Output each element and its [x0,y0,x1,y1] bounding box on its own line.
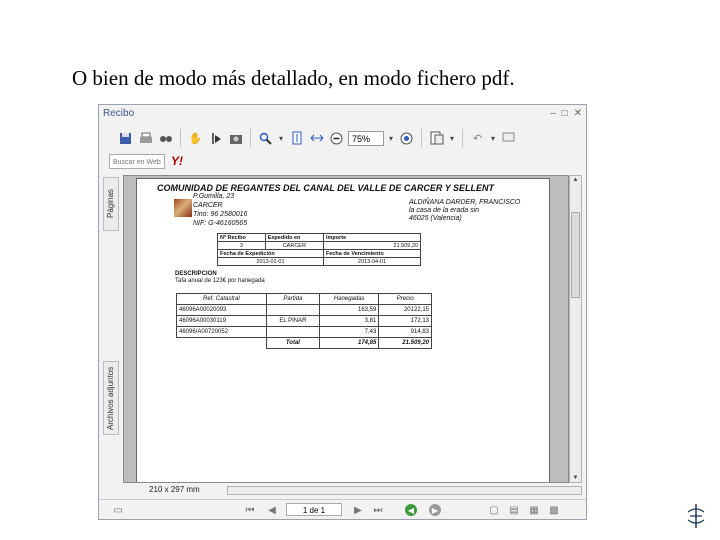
horizontal-scroll-row [123,485,582,496]
footer-logo-icon [684,502,708,530]
layout-dropdown-icon[interactable]: ▾ [449,133,454,143]
save-icon[interactable] [117,130,134,147]
snapshot-icon[interactable] [227,130,244,147]
description-text: Tafa anual de 123€ por hanegada [175,278,265,284]
side-panel [103,175,121,497]
previous-page-icon[interactable]: ◀ [268,504,276,516]
zoom-select-icon[interactable]: ▾ [388,133,393,143]
navigation-bar [99,499,586,520]
close-button[interactable]: ✕ [573,108,582,119]
doc-address: P.Gumilla, 23 CARCER Tino: 96 2580016 NIF: G-46160565 [193,193,248,227]
description-label: DESCRIPCION [175,271,217,277]
print-icon[interactable] [137,130,154,147]
pdf-viewer-window [98,104,587,520]
table-row: 46096A00020093 163,59 20122,15 [177,305,432,316]
zoom-dropdown-icon[interactable]: ▾ [278,133,283,143]
total-row: Total 174,85 21.509,20 [177,338,432,349]
scroll-down-icon[interactable]: ▼ [572,475,579,481]
window-title: Recibo [103,108,135,119]
zoom-input[interactable]: 75% [348,131,384,146]
search-toolbar [99,151,586,173]
page-layout-icon[interactable] [428,130,445,147]
last-page-icon[interactable]: ⏭ [373,504,383,516]
zoom-tool-icon[interactable] [257,130,274,147]
rotate-dropdown-icon[interactable]: ▾ [490,133,495,143]
scroll-up-icon[interactable]: ▲ [572,177,579,183]
continuous-view-icon[interactable]: ▤ [509,504,519,516]
minimize-button[interactable]: – [550,108,556,119]
scroll-thumb[interactable] [571,212,580,298]
doc-title: COMUNIDAD DE REGANTES DEL CANAL DEL VALLE DE CARCER Y SELLENT [157,183,495,193]
facing-view-icon[interactable]: ▦ [529,504,539,516]
title-bar [99,105,586,125]
select-text-icon[interactable] [207,130,224,147]
find-icon[interactable] [157,130,174,147]
comment-icon[interactable] [500,130,517,147]
first-page-icon[interactable]: ⏮ [245,504,255,516]
tab-attachments[interactable]: Archivos adjuntos [103,361,119,435]
go-forward-icon[interactable]: ▶ [429,504,441,516]
page-size-label: 210 x 297 mm [149,485,200,494]
receipt-table: Nº Recibo Expedido en Importe 3 CARCER 21.509,20 Fecha de Expedición Fecha de Vencimiento 2013-01-01 2013-04-01 [217,233,421,266]
main-toolbar [99,125,586,151]
maximize-button[interactable]: □ [561,108,568,119]
web-search-input[interactable]: Buscar en Web [109,154,165,169]
document-canvas [123,175,569,483]
fit-width-icon[interactable] [308,130,325,147]
horizontal-scrollbar[interactable] [227,486,582,495]
panel-toggle-icon[interactable]: ▭ [113,504,123,516]
table-row: 46096A00030119 EL PINAR 3,81 172,13 [177,316,432,327]
page-number-input[interactable]: 1 de 1 [286,503,342,516]
vertical-scrollbar[interactable] [569,175,582,483]
table-row: 46096/A00720052 7,43 914,83 [177,327,432,338]
tab-pages[interactable]: Páginas [103,177,119,231]
rotate-icon[interactable]: ↶ [472,132,483,145]
doc-client: ALDIÑANA DARDER, FRANCISCO la casa de la erada sin 46025 (Valencia) [409,199,521,222]
continuous-facing-view-icon[interactable]: ▩ [549,504,559,516]
zoom-out-icon[interactable] [328,130,345,147]
yahoo-icon[interactable]: Y! [171,154,183,168]
next-page-icon[interactable]: ▶ [354,504,362,516]
go-back-icon[interactable]: ◀ [405,504,417,516]
hand-icon[interactable]: ✋ [188,132,203,145]
fit-page-icon[interactable] [288,130,305,147]
slide-heading: O bien de modo más detallado, en modo fichero pdf. [72,66,515,90]
parcels-table: Ref. Catastral Partida Hanegadas Precio 46096A00020093 163,59 20122,15 46096A00030119 EL PINAR 3,81 172,13 46096/A00720052 7,43 914,83 Total 174,85 21.509,20 [176,293,432,349]
community-logo [174,199,192,217]
single-page-view-icon[interactable]: ▢ [489,504,499,516]
pdf-page [136,178,550,483]
zoom-in-icon[interactable] [398,130,415,147]
